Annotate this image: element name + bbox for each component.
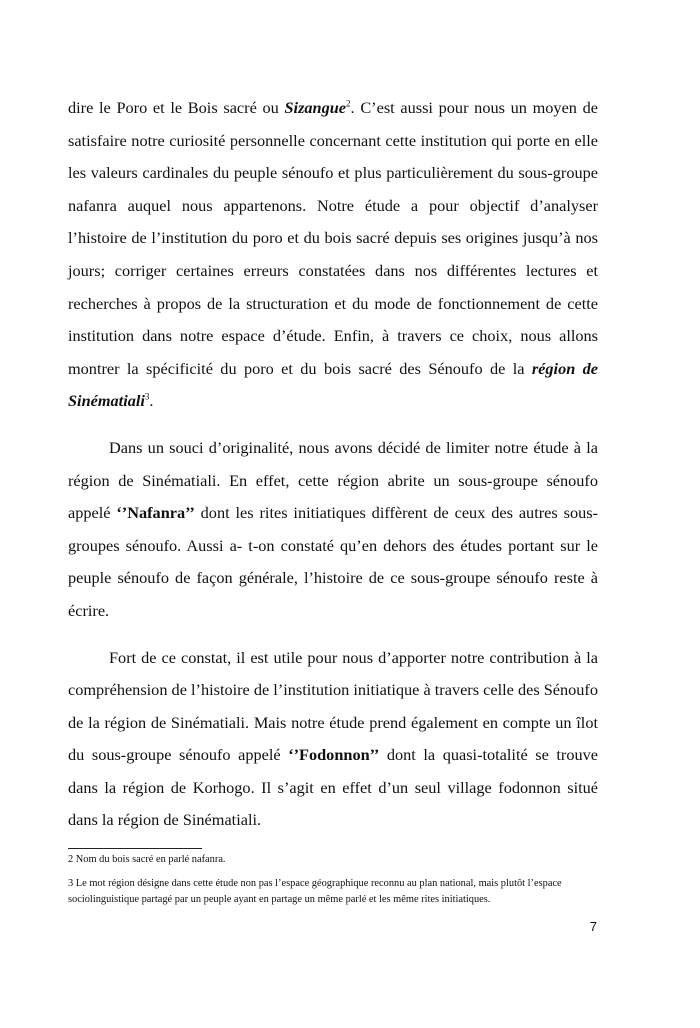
term-nafanra: ‘’Nafanra’’	[116, 503, 195, 523]
footnotes	[68, 852, 598, 908]
footnote-separator	[68, 848, 202, 849]
paragraph-3: Fort de ce constat, il est utile pour nous d’apporter notre contribution à la compréhension de l’histoire de l’institution initiatique à travers celle des Sénoufo de la région de Sinématiali. Mais notre étude prend également en compte un îlot du sous-groupe sénoufo appelé ‘’Fodonnon’’ dont la quasi-totalité se trouve dans la région de Korhogo. Il s’agit en effet d’un seul village fodonnon situé dans la région de Sinématiali.	[68, 647, 599, 830]
term-sizangue: Sizangue	[284, 98, 347, 117]
footnote-2: 2 Nom du bois sacré en parlé nafanra.	[68, 854, 226, 865]
page-number: 7	[589, 919, 597, 934]
term-fodonnon: ‘’Fodonnon’’	[288, 745, 380, 765]
paragraph-1: dire le Poro et le Bois sacré ou Sizangue$^2$. C’est aussi pour nous un moyen de satisfaire notre curiosité personnelle concernant cette institution qui porte en elle les valeurs cardinales du peuple sénoufo et plus particulièrement du sous-groupe nafanra auquel nous appartenons. Notre étude a pour objectif d’analyser l’histoire de l’institution du poro et du bois sacré depuis ses origines jusqu’à nos jours; corriger certaines erreurs constatées dans nos différentes lectures et recherches à propos de la structuration et du mode de fonctionnement de cette institution dans notre espace d’étude. Enfin, à travers ce choix, nous allons montrer la spécificité du poro et du bois sacré des Sénoufo de la région de Sinématiali$^3$.	[68, 98, 599, 411]
paragraph-2: Dans un souci d’originalité, nous avons décidé de limiter notre étude à la région de Sinématiali. En effet, cette région abrite un sous-groupe sénoufo appelé ‘’Nafanra’’ dont les rites initiatiques diffèrent de ceux des autres sous-groupes sénoufo. Aussi a- t-on constaté qu’en dehors des études portant sur le peuple sénoufo de façon générale, l’histoire de ce sous-groupe sénoufo reste à écrire.	[68, 437, 598, 620]
body-text	[68, 92, 598, 837]
footnote-ref-2[interactable]: 2	[346, 98, 351, 109]
term-region-sinematiali: région de Sinématiali	[68, 358, 599, 411]
footnote-ref-3[interactable]: 3	[144, 391, 150, 402]
footnote-3: 3 Le mot région désigne dans cette étude non pas l’espace géographique reconnu au plan national, mais plutôt l’espace sociolinguistique partagé par un peuple ayant en partage un même parlé et les même rites initiatiques.	[68, 878, 562, 905]
